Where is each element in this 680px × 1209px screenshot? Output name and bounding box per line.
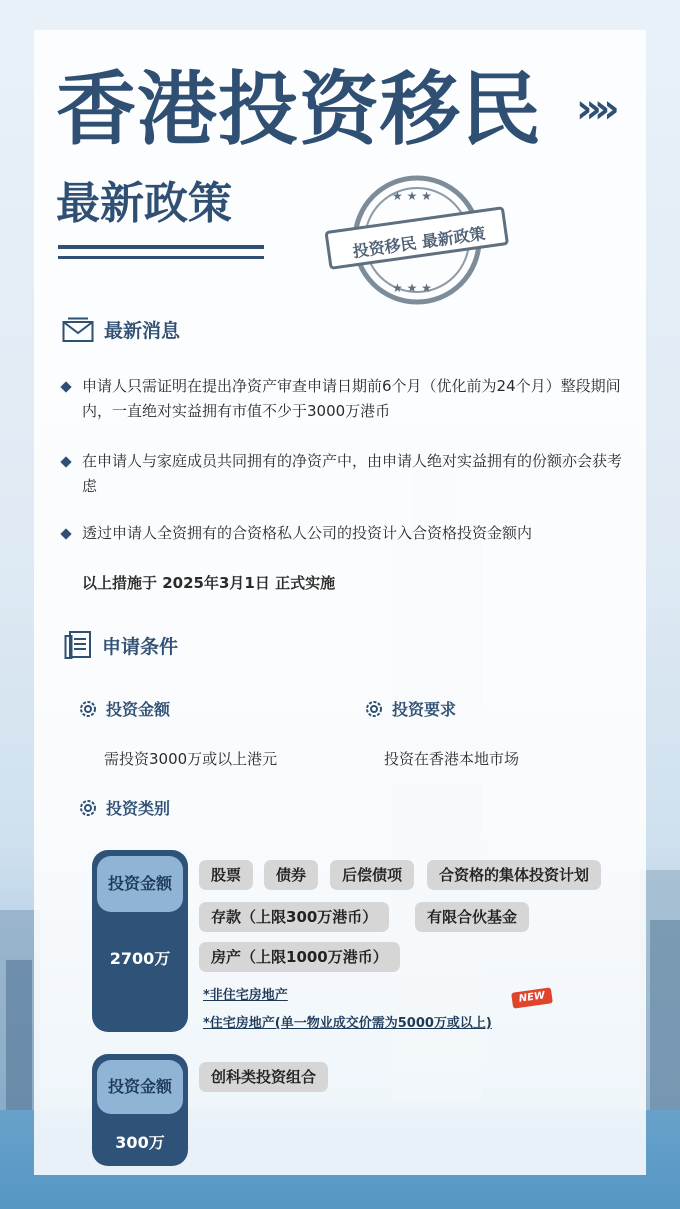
category-chip: 创科类投资组合 <box>199 1062 328 1092</box>
news-item-text: 申请人只需证明在提出净资产审查申请日期前6个月（优化前为24个月）整段期间内，一直绝对实益拥有市值不少于3000万港币 <box>82 377 621 420</box>
property-note: *非住宅房地产 <box>203 988 288 1003</box>
gear-icon <box>78 699 98 719</box>
document-icon <box>64 630 92 660</box>
title-underline <box>58 245 264 249</box>
category-chip: 债券 <box>264 860 318 890</box>
page-subtitle: 最新政策 <box>56 178 232 229</box>
svg-text:★ ★ ★: ★ ★ ★ <box>392 189 432 203</box>
news-item-text: 透过申请人全资拥有的合资格私人公司的投资计入合资格投资金额内 <box>82 524 533 542</box>
gear-icon <box>364 699 384 719</box>
diamond-bullet-icon <box>60 528 71 539</box>
news-heading-label: 最新消息 <box>104 320 181 342</box>
envelope-icon <box>62 317 94 343</box>
category-chip: 存款（上限300万港币） <box>199 902 389 932</box>
title-underline-thin <box>58 256 264 259</box>
tier1-amount-value: 2700万 <box>109 949 171 968</box>
category-chip: 股票 <box>199 860 253 890</box>
property-note: *住宅房地产(单一物业成交价需为5000万或以上) <box>203 1016 492 1031</box>
category-chip: 合资格的集体投资计划 <box>427 860 601 890</box>
category-chip: 后偿债项 <box>330 860 414 890</box>
gear-icon <box>78 798 98 818</box>
tier2-amount-value: 300万 <box>115 1133 165 1152</box>
conditions-heading <box>64 630 178 660</box>
page-title: 香港投资移民 <box>56 63 542 156</box>
news-item <box>62 374 622 424</box>
amount-condition-label: 投资金额 <box>78 697 170 720</box>
category-chip: 房产（上限1000万港币） <box>199 942 400 972</box>
tier2-amount-label: 投资金额 <box>97 1060 183 1114</box>
double-chevron-icon: »» <box>576 86 612 132</box>
effective-date-text: 以上措施于 2025年3月1日 正式实施 <box>82 574 336 592</box>
diamond-bullet-icon <box>60 381 71 392</box>
tier1-amount-box <box>92 850 188 1032</box>
new-badge: NEW <box>511 987 553 1008</box>
svg-text:★ ★ ★: ★ ★ ★ <box>392 281 432 295</box>
news-item <box>62 449 622 499</box>
news-item <box>62 521 622 546</box>
tier2-amount-box <box>92 1054 188 1166</box>
news-heading <box>62 316 180 343</box>
stamp-text: 投资移民 最新政策 <box>351 223 487 262</box>
category-chip: 有限合伙基金 <box>415 902 529 932</box>
requirement-condition-value: 投资在香港本地市场 <box>384 750 520 768</box>
amount-condition-value: 需投资3000万或以上港元 <box>104 750 278 768</box>
news-item-text: 在申请人与家庭成员共同拥有的净资产中，由申请人绝对实益拥有的份额亦会获考虑 <box>82 452 623 495</box>
tier1-amount-label: 投资金额 <box>97 856 183 912</box>
diamond-bullet-icon <box>60 456 71 467</box>
conditions-heading-label: 申请条件 <box>102 635 179 658</box>
requirement-condition-label: 投资要求 <box>364 697 456 720</box>
category-condition-label: 投资类别 <box>78 796 170 819</box>
